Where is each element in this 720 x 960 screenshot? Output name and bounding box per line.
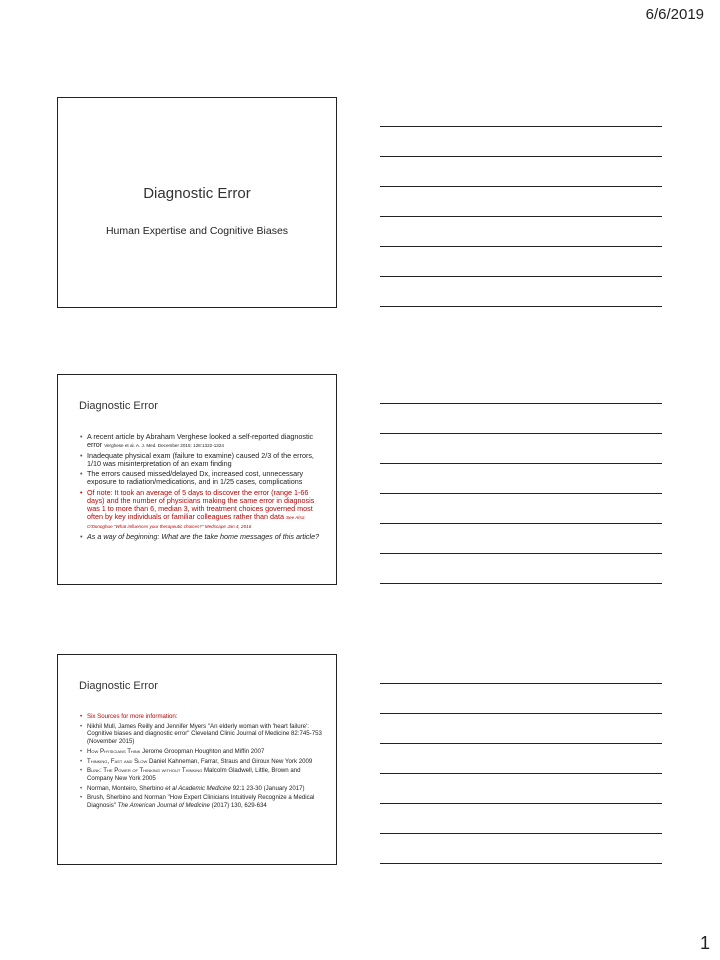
note-line xyxy=(380,714,662,744)
note-line xyxy=(380,127,662,157)
slide-2-title: Diagnostic Error xyxy=(79,400,158,412)
book-title: How Physicians Think xyxy=(87,747,141,755)
bullet-item xyxy=(80,794,324,809)
note-line xyxy=(380,187,662,217)
note-line xyxy=(380,97,662,127)
note-line xyxy=(380,524,662,554)
sources-heading: Six Sources for more information: xyxy=(87,713,178,720)
note-line xyxy=(380,277,662,307)
note-line xyxy=(380,157,662,187)
slide-2-thumbnail xyxy=(57,374,337,585)
note-line xyxy=(380,404,662,434)
slide-3-bullet-list xyxy=(80,713,324,812)
bullet-item xyxy=(80,785,324,793)
bullet-text: Brush, Sherbino and Norman "How Expert Clinicians Intuitively Recognize a Medical Diagnosis" xyxy=(87,794,315,810)
bullet-item xyxy=(80,758,324,766)
journal-title: The American Journal of Medicine xyxy=(117,802,210,810)
bullet-item: • Nikhil Mull, James Reilly and Jennifer Myers "An elderly woman with 'heart failure': Cognitive biases and diagnostic error" Cleveland Clinic Journal of Medicine 82:745-753 (November 2015) xyxy=(80,723,324,746)
note-line xyxy=(380,774,662,804)
of-note-label: Of note xyxy=(87,487,111,497)
notes-lines-1 xyxy=(380,97,662,307)
note-line xyxy=(380,374,662,404)
slide-3-thumbnail xyxy=(57,654,337,865)
note-line xyxy=(380,554,662,584)
slide-1-thumbnail xyxy=(57,97,337,308)
print-date: 6/6/2019 xyxy=(645,6,704,23)
bullet-text: Norman, Monteiro, Sherbino xyxy=(87,784,166,792)
note-line xyxy=(380,434,662,464)
citation: Verghese et al. A. J. Med. December 2015: 128:1322-1324 xyxy=(104,443,224,448)
bullet-text: Malcolm Gladwell, Little, Brown and Company New York 2005 xyxy=(87,767,301,782)
bullet-item xyxy=(80,433,324,450)
slide-3-title: Diagnostic Error xyxy=(79,680,158,692)
bullet-item xyxy=(80,489,324,531)
note-line xyxy=(380,684,662,714)
slide-1-subtitle: Human Expertise and Cognitive Biases xyxy=(105,225,289,237)
bullet-text: (2017) 130, 629-634 xyxy=(209,802,267,810)
book-title: Blink: The Power of Thinking without Thinking xyxy=(87,767,203,775)
page-number: 1 xyxy=(699,933,710,953)
bullet-item: • The errors caused missed/delayed Dx, increased cost, unnecessary exposure to radiation/medications, and in 1/25 cases, complications xyxy=(80,470,324,486)
bullet-item xyxy=(80,767,324,782)
note-line xyxy=(380,804,662,834)
note-line xyxy=(380,834,662,864)
bullet-text: Jerome Groopman Houghton and Miffin 2007 xyxy=(140,747,265,755)
bullet-item xyxy=(80,713,324,721)
bullet-item: • Inadequate physical exam (failure to examine) caused 2/3 of the errors, 1/10 was misinterpretation of an exam finding xyxy=(80,452,324,468)
bullet-text: 92:1 23-30 (January 2017) xyxy=(231,784,305,792)
notes-lines-3 xyxy=(380,654,662,864)
note-line xyxy=(380,217,662,247)
bullet-text: Daniel Kahneman, Farrar, Straus and Giroux New York 2009 xyxy=(147,757,313,765)
note-line xyxy=(380,247,662,277)
bullet-item: • As a way of beginning: What are the take home messages of this article? xyxy=(80,533,324,541)
notes-lines-2 xyxy=(380,374,662,584)
slide-1-title: Diagnostic Error xyxy=(143,185,251,202)
note-line xyxy=(380,464,662,494)
journal-title: et al Academic Medicine xyxy=(165,784,232,792)
note-line xyxy=(380,494,662,524)
bullet-text: : It took an average of 5 days to discover the error (range 1-66 days) and the number of physicians making the same error in diagnosis was 1 to more than 6, median 3, with treatment choices governed most often by key individuals or familiar colleagues rather than data xyxy=(87,487,315,521)
book-title: Thinking, Fast and Slow xyxy=(87,757,148,765)
slide-2-bullet-list xyxy=(80,433,324,543)
note-line xyxy=(380,744,662,774)
bullet-text: A recent article by Abraham Verghese looked a self-reported diagnostic error xyxy=(87,432,314,449)
bullet-item xyxy=(80,748,324,756)
note-line xyxy=(380,654,662,684)
citation: See Also: O'Donoghue "What influences your therapeutic choices?" Medscape Jan 4, 2016 xyxy=(87,514,306,529)
